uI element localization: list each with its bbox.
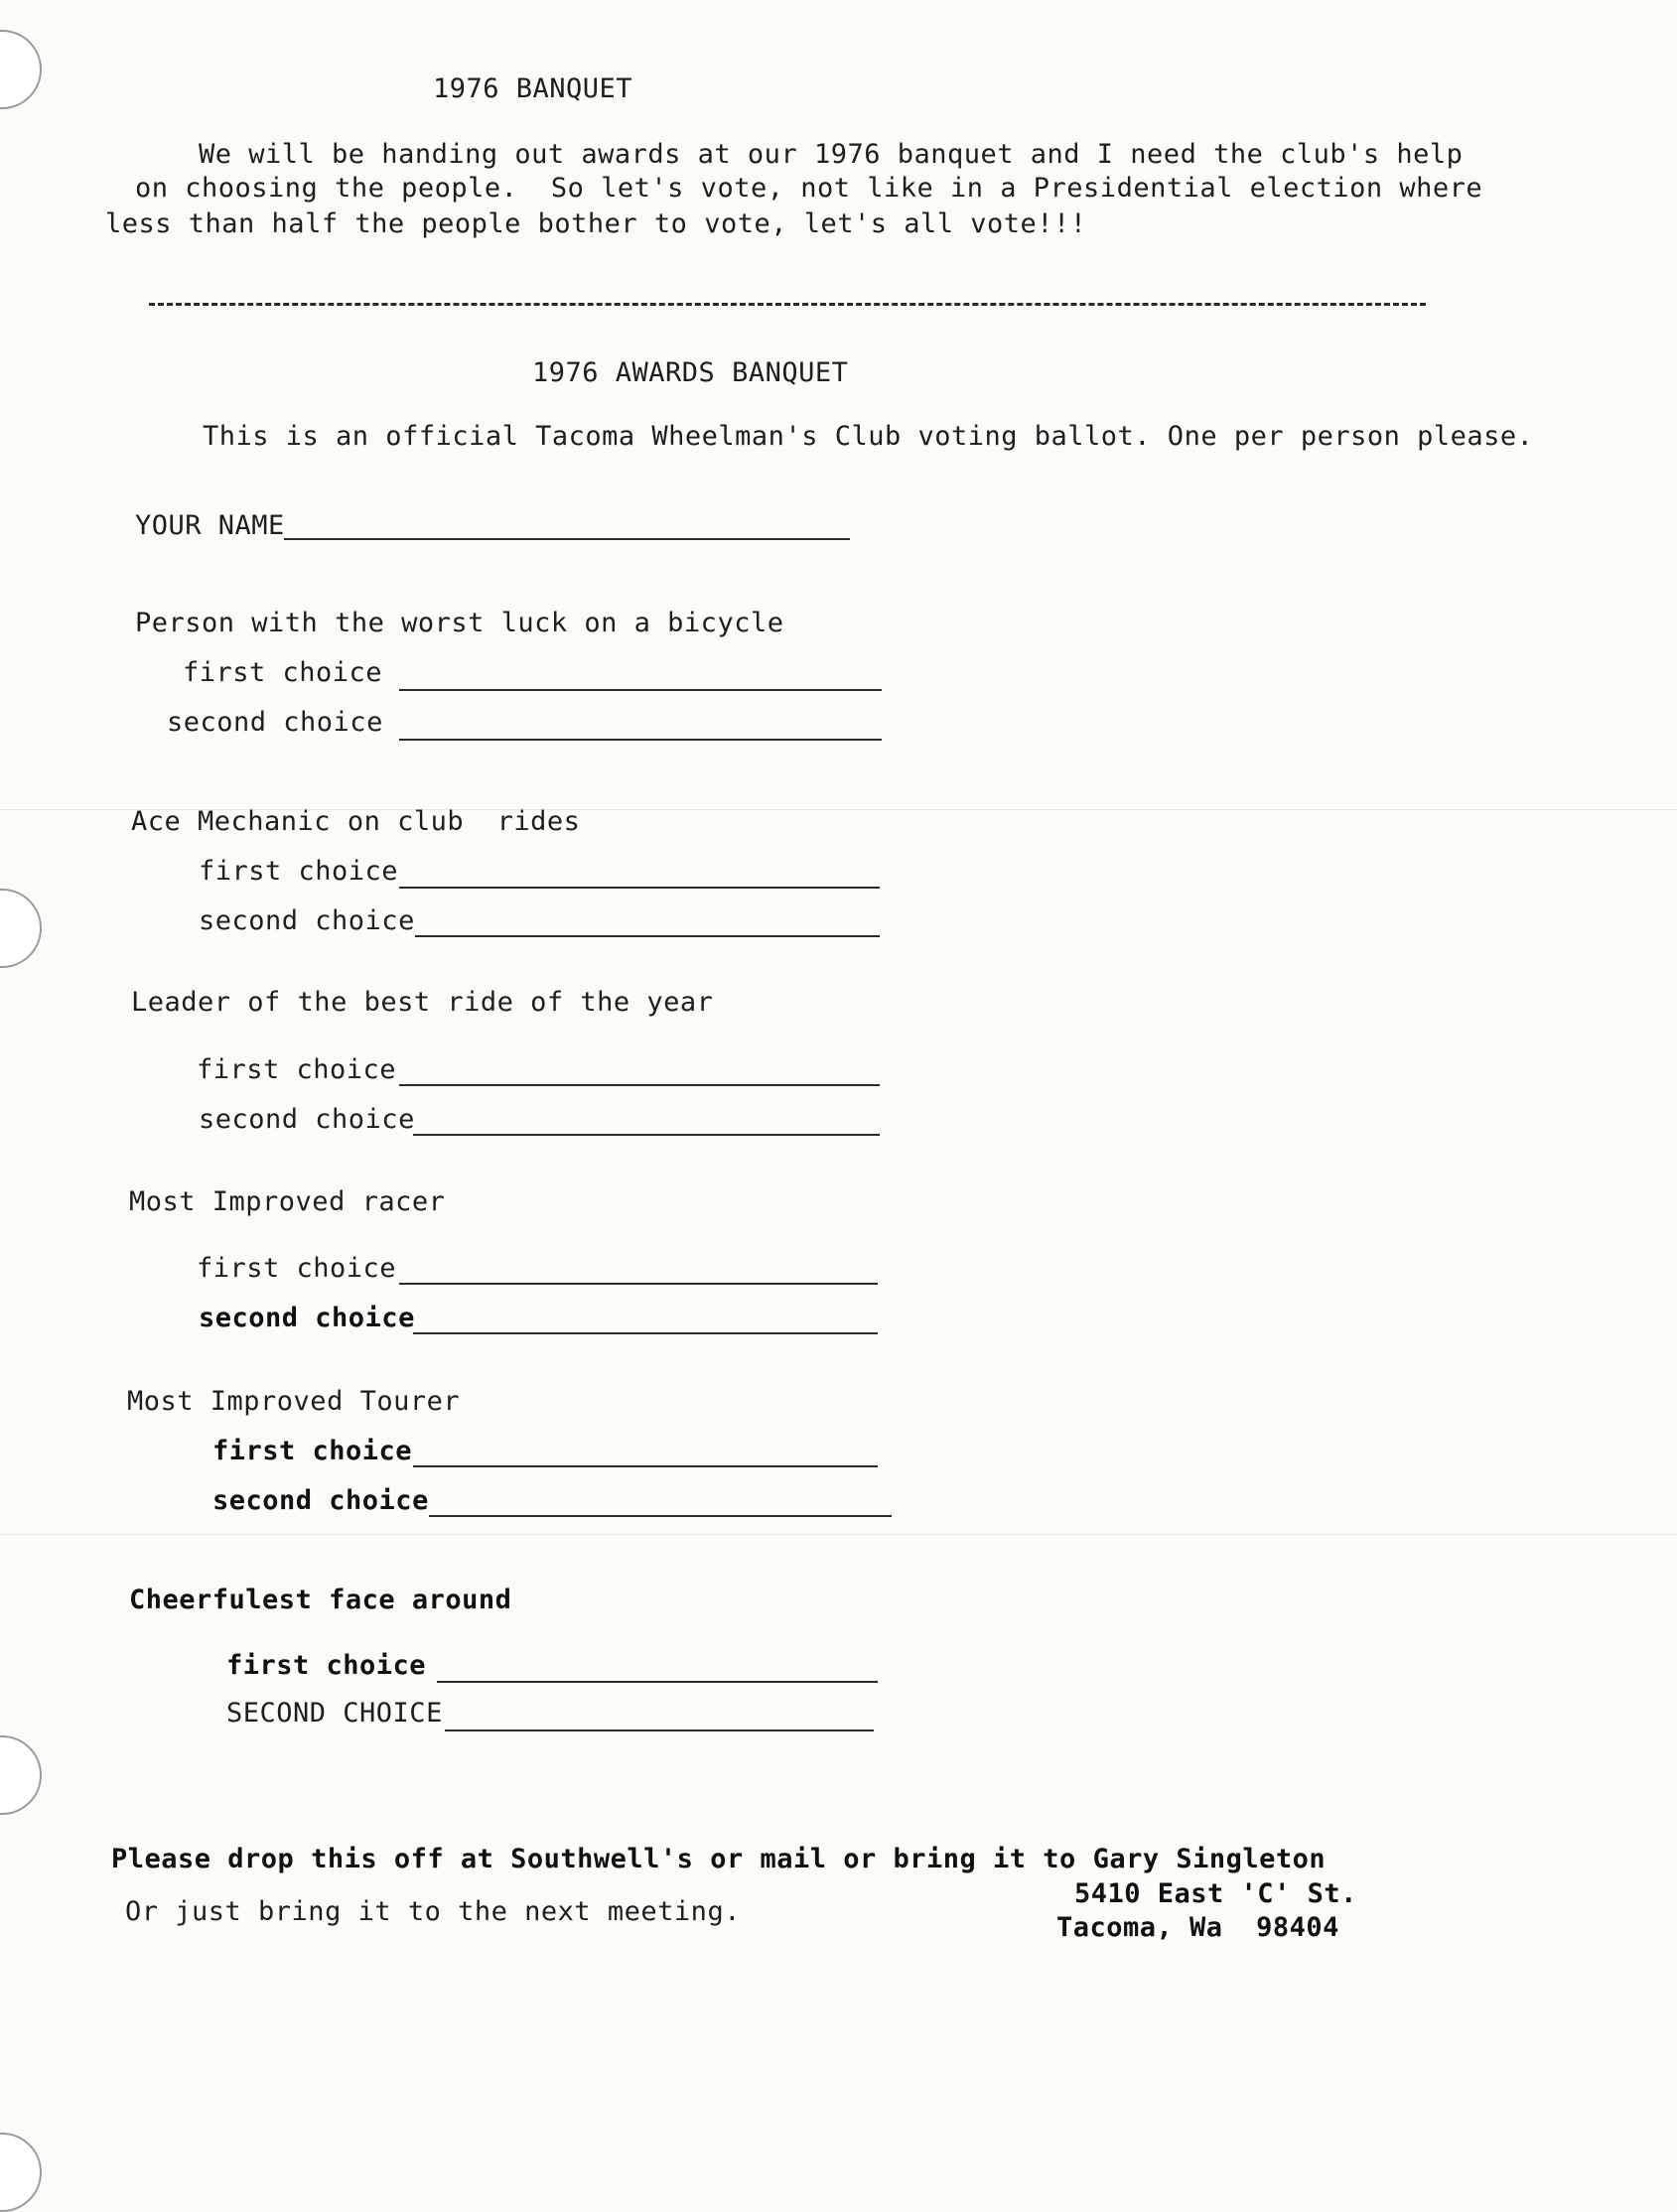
category-title: Leader of the best ride of the year xyxy=(131,987,714,1018)
binder-hole-bottom xyxy=(0,1735,42,1815)
category-title: Person with the worst luck on a bicycle xyxy=(135,608,784,638)
second-choice-field[interactable] xyxy=(413,1134,880,1136)
binder-hole-middle xyxy=(0,889,42,968)
first-choice-label: first choice xyxy=(197,1253,397,1284)
ballot-note: This is an official Tacoma Wheelman's Club voting ballot. One per person please. xyxy=(203,421,1534,452)
page-title: 1976 BANQUET xyxy=(433,73,633,104)
category-title: Most Improved racer xyxy=(129,1186,446,1217)
category-title: Most Improved Tourer xyxy=(127,1386,461,1417)
first-choice-label: first choice xyxy=(199,856,399,887)
name-field[interactable] xyxy=(284,538,850,540)
binder-hole-corner xyxy=(0,2133,42,2212)
intro-line-2: on choosing the people. So let's vote, not like in a Presidential election where xyxy=(135,173,1483,204)
second-choice-label: second choice xyxy=(212,1485,429,1516)
category-title: Cheerfulest face around xyxy=(129,1585,512,1615)
second-choice-label: second choice xyxy=(199,1104,415,1135)
first-choice-field[interactable] xyxy=(399,887,880,889)
binder-hole-top xyxy=(0,30,42,109)
first-choice-label: first choice xyxy=(197,1054,397,1085)
first-choice-label: first choice xyxy=(212,1436,413,1466)
second-choice-label: second choice xyxy=(199,905,415,936)
fold-line xyxy=(0,1534,1677,1535)
address-city: Tacoma, Wa 98404 xyxy=(1056,1912,1339,1943)
separator-line xyxy=(149,303,1426,306)
footer-meeting-note: Or just bring it to the next meeting. xyxy=(125,1896,741,1927)
first-choice-field[interactable] xyxy=(437,1681,878,1683)
first-choice-field[interactable] xyxy=(413,1465,878,1467)
intro-line-3: less than half the people bother to vote, let's all vote!!! xyxy=(105,208,1087,239)
second-choice-field[interactable] xyxy=(415,935,880,937)
second-choice-field[interactable] xyxy=(445,1729,874,1731)
first-choice-field[interactable] xyxy=(399,1283,878,1285)
second-choice-field[interactable] xyxy=(399,739,882,741)
intro-line-1: We will be handing out awards at our 1976 banquet and I need the club's help xyxy=(199,139,1464,170)
category-title: Ace Mechanic on club rides xyxy=(131,806,581,837)
second-choice-field[interactable] xyxy=(429,1515,892,1517)
first-choice-label: first choice xyxy=(183,657,383,688)
second-choice-label: second choice xyxy=(167,707,383,738)
second-choice-field[interactable] xyxy=(413,1332,878,1334)
footer-instructions: Please drop this off at Southwell's or mail or bring it to Gary Singleton xyxy=(111,1844,1327,1874)
address-street: 5410 East 'C' St. xyxy=(1074,1878,1357,1909)
second-choice-label: SECOND CHOICE xyxy=(226,1698,443,1728)
first-choice-label: first choice xyxy=(226,1650,427,1681)
first-choice-field[interactable] xyxy=(399,1084,880,1086)
first-choice-field[interactable] xyxy=(399,689,882,691)
second-choice-label: second choice xyxy=(199,1303,415,1333)
ballot-title: 1976 AWARDS BANQUET xyxy=(532,357,849,388)
name-label: YOUR NAME xyxy=(135,510,285,541)
